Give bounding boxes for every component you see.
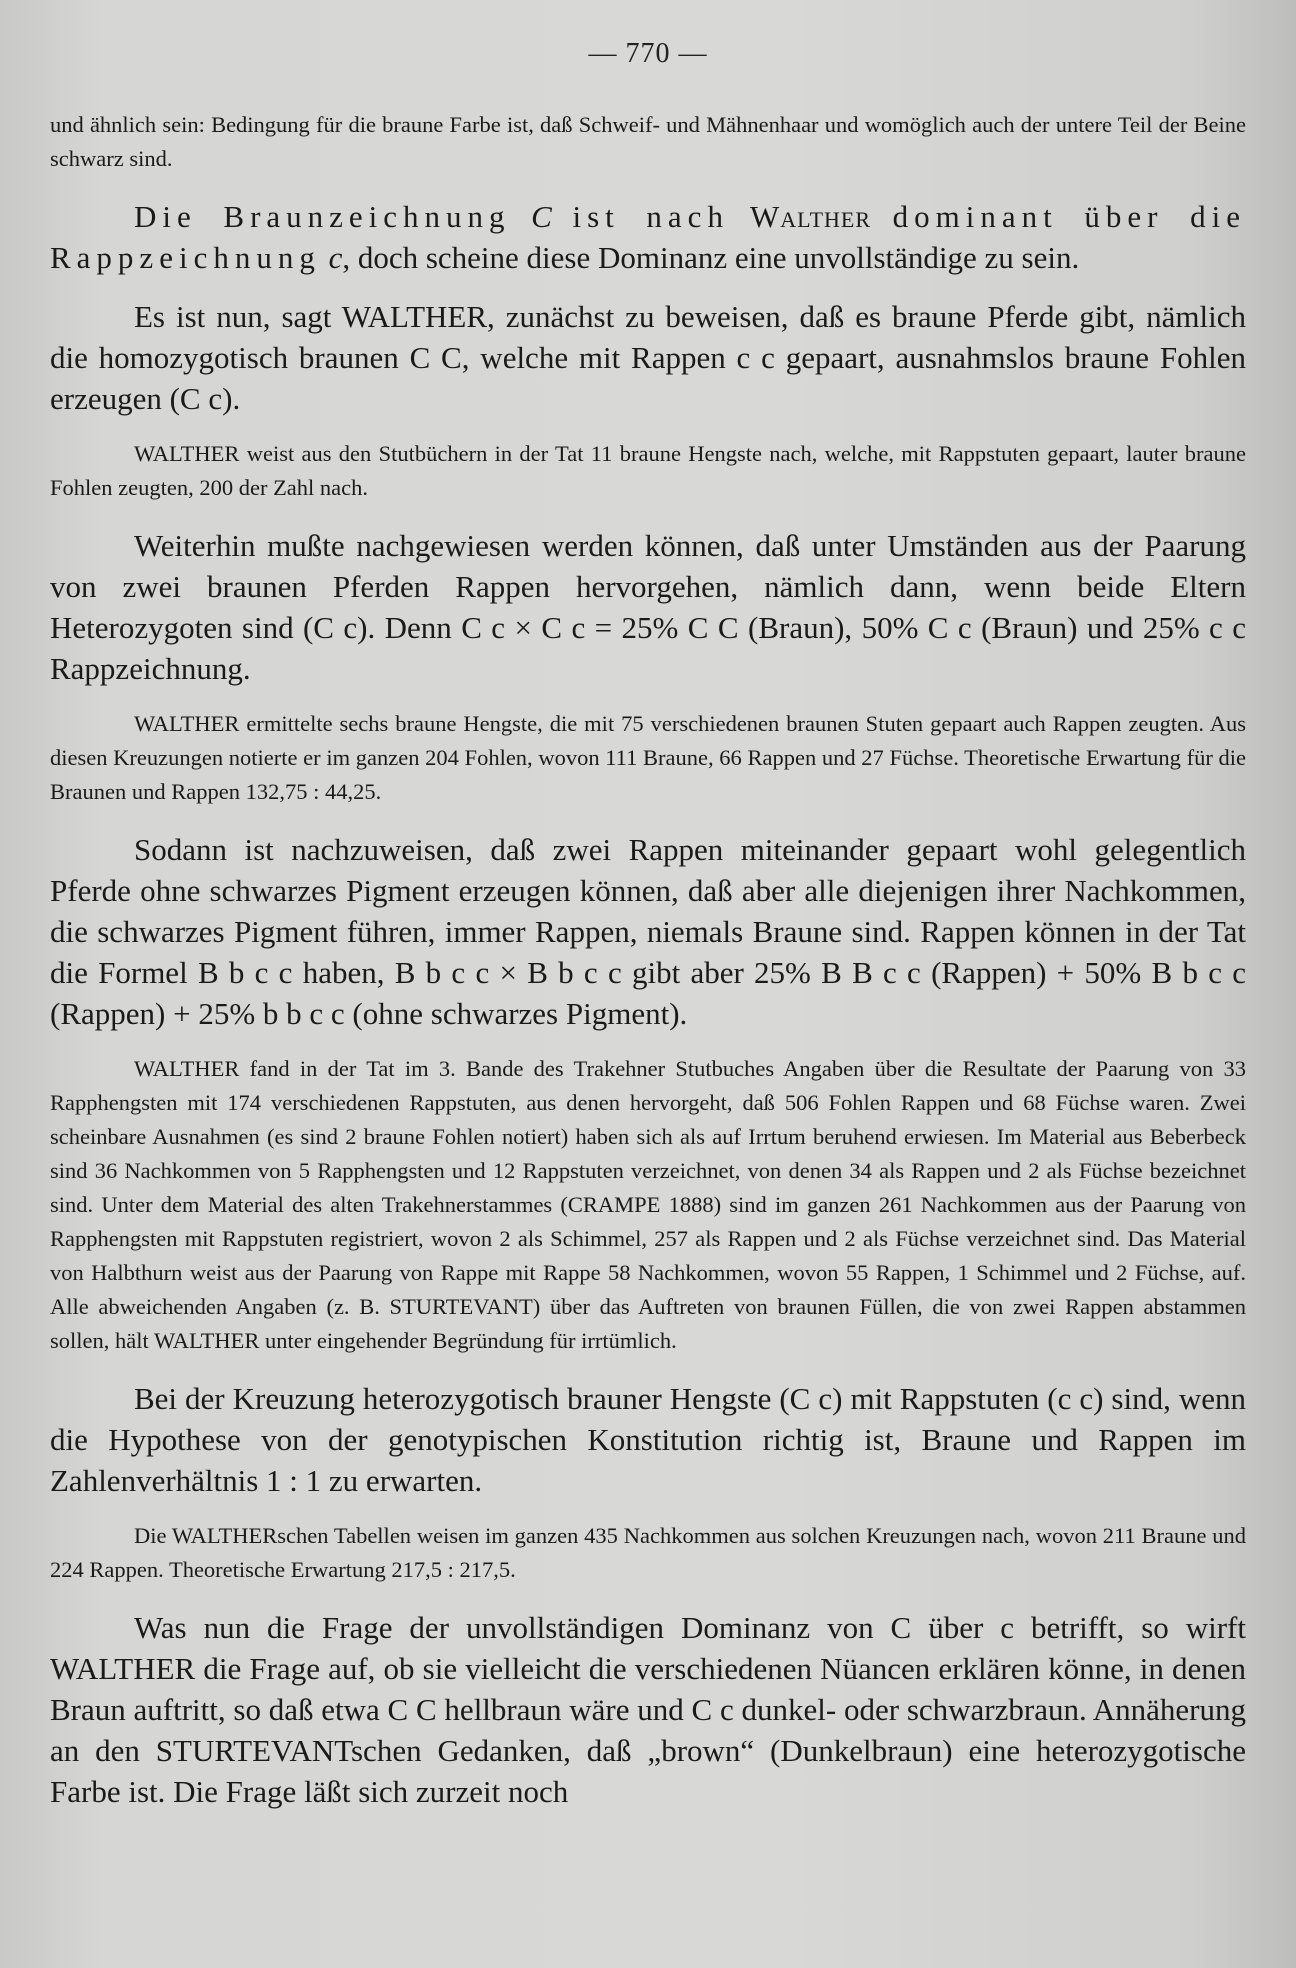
page-body xyxy=(50,108,1246,1830)
author-name: Walther xyxy=(728,199,893,234)
paragraph-1 xyxy=(50,196,1246,278)
page-number: — 770 — xyxy=(588,38,708,69)
paragraph-small-9: Die WALTHERschen Tabellen weisen im ganzen 435 Nachkommen aus solchen Kreuzungen nach, wovon 211 Braune und 224 Rappen. Theoretische Erwartung 217,5 : 217,5. xyxy=(50,1523,1246,1582)
paragraph-small-0: und ähnlich sein: Bedingung für die braune Farbe ist, daß Schweif- und Mähnenhaar und womöglich auch der untere Teil der Beine schwarz sind. xyxy=(50,112,1246,171)
paragraph-4: Weiterhin mußte nachgewiesen werden können, daß unter Umständen aus der Paarung von zwei braunen Pferden Rappen hervorgehen, nämlich dann, wenn beide Eltern Heterozygoten sind (C c). Denn C c × C c = 25% C C (Braun), 50% C c (Braun) und 25% c c Rappzeichnung. xyxy=(50,528,1246,686)
symbol-C: C xyxy=(510,199,573,234)
paragraph-8: Bei der Kreuzung heterozygotisch brauner Hengste (C c) mit Rappstuten (c c) sind, wenn die Hypothese von der genotypischen Konstitution richtig ist, Braune und Rappen im Zahlenverhältnis 1 : 1 zu erwarten. xyxy=(50,1381,1246,1498)
paragraph-2: Es ist nun, sagt WALTHER, zunächst zu beweisen, daß es braune Pferde gibt, nämlich die homozygotisch braunen C C, welche mit Rappen c c gepaart, ausnahmslos braune Fohlen erzeugen (C c). xyxy=(50,299,1246,416)
symbol-c: c xyxy=(320,240,343,275)
paragraph-6: Sodann ist nachzuweisen, daß zwei Rappen miteinander gepaart wohl gelegentlich Pferde ohne schwarzes Pigment erzeugen können, daß aber alle diejenigen ihrer Nachkommen, die schwarzes Pigment führen, immer Rappen, niemals Braune sind. Rappen können in der Tat die Formel B b c c haben, B b c c × B b c c gibt aber 25% B B c c (Rappen) + 50% B b c c (Rappen) + 25% b b c c (ohne schwarzes Pigment). xyxy=(50,832,1246,1031)
paragraph-small-3: WALTHER weist aus den Stutbüchern in der Tat 11 braune Hengste nach, welche, mit Rappstuten gepaart, lauter braune Fohlen zeugten, 200 der Zahl nach. xyxy=(50,441,1246,500)
spaced-text: ist nach xyxy=(572,199,729,234)
spaced-text: Die Braunzeichnung xyxy=(134,199,511,234)
spaced-text: dominant über die Rappzeichnung xyxy=(50,199,1246,275)
paragraph-small-5: WALTHER ermittelte sechs braune Hengste, die mit 75 verschiedenen braunen Stuten gepaart auch Rappen zeugten. Aus diesen Kreuzungen notierte er im ganzen 204 Fohlen, wovon 111 Braune, 66 Rappen und 27 Füchse. Theoretische Erwartung für die Braunen und Rappen 132,75 : 44,25. xyxy=(50,711,1246,804)
paragraph-10: Was nun die Frage der unvollständigen Dominanz von C über c betrifft, so wirft WALTHER die Frage auf, ob sie vielleicht die verschiedenen Nüancen erklären könne, in denen Braun auftritt, so daß etwa C C hellbraun wäre und C c dunkel- oder schwarzbraun. Annäherung an den STURTEVANTschen Gedanken, daß „brown“ (Dunkelbraun) eine heterozygotische Farbe ist. Die Frage läßt sich zurzeit noch xyxy=(50,1610,1246,1809)
text: , doch scheine diese Dominanz eine unvollständige zu sein. xyxy=(342,240,1080,275)
paragraph-small-7: WALTHER fand in der Tat im 3. Bande des Trakehner Stutbuches Angaben über die Resultate der Paarung von 33 Rapphengsten mit 174 verschiedenen Rappstuten, aus denen hervorgeht, daß 506 Fohlen Rappen und 68 Füchse waren. Zwei scheinbare Ausnahmen (es sind 2 braune Fohlen notiert) haben sich als auf Irrtum beruhend erwiesen. Im Material aus Beberbeck sind 36 Nachkommen von 5 Rapphengsten und 12 Rappstuten verzeichnet, von denen 34 als Rappen und 2 als Füchse bezeichnet sind. Unter dem Material des alten Trakehnerstammes (CRAMPE 1888) sind im ganzen 261 Nachkommen aus der Paarung von Rapphengsten mit Rappstuten registriert, wovon 2 als Schimmel, 257 als Rappen und 2 als Füchse verzeichnet sind. Das Material von Halbthurn weist aus der Paarung von Rappe mit Rappe 58 Nachkommen, wovon 55 Rappen, 1 Schimmel und 2 Füchse, auf. Alle abweichenden Angaben (z. B. STURTEVANT) über das Auftreten von braunen Füllen, die von zwei Rappen abstammen sollen, hält WALTHER unter eingehender Begründung für irrtümlich. xyxy=(50,1056,1246,1353)
